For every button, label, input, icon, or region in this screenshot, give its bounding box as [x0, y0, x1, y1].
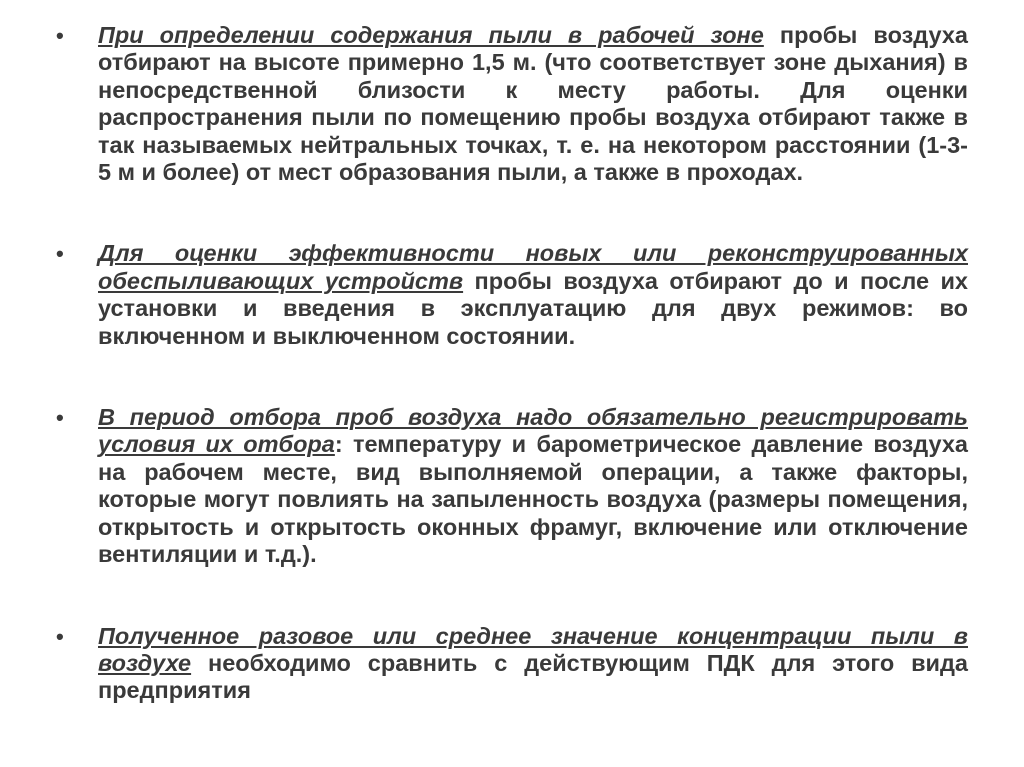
bullet-lead-text: В период отбора проб воздуха надо обязательно регистрировать условия их отбора [98, 404, 968, 458]
bullet-item [56, 240, 968, 350]
bullet-list [56, 22, 968, 705]
bullet-body-text: : температуру и барометрическое давление воздуха на рабочем месте, вид выполняемой операции, а также факторы, которые могут повлиять на запыленность воздуха (размеры помещения, открытость и открытость оконных фрамуг, включение или отключение вентиляции и т.д.). [98, 431, 968, 568]
bullet-lead-text: Полученное разовое или среднее значение концентрации пыли в воздухе [98, 622, 968, 676]
bullet-body-text: необходимо сравнить с действующим ПДК для этого вида предприятия [98, 649, 968, 704]
bullet-body-text: пробы воздуха отбирают на высоте примерно 1,5 м. (что соответствует зоне дыхания) в непосредственной близости к месту работы. Для оценки распространения пыли по помещению пробы воздуха отбирают также в так называемых нейтральных точках, т. е. на некотором расстоянии (1-3-5 м и более) от мест образования пыли, а также в проходах. [98, 22, 968, 186]
bullet-lead-text: Для оценки эффективности новых или реконструированных обеспыливающих устройств [98, 240, 968, 294]
bullet-dot-icon: • [56, 405, 64, 431]
bullet-dot-icon: • [56, 623, 64, 649]
bullet-dot-icon: • [56, 23, 64, 48]
bullet-body-text: пробы воздуха отбирают до и после их установки и введения в эксплуатацию для двух режимов: во включенном и выключенном состоянии. [98, 267, 968, 349]
bullet-dot-icon: • [56, 241, 64, 267]
bullet-item [56, 22, 968, 186]
bullet-item [56, 404, 968, 568]
bullet-item [56, 623, 968, 705]
bullet-lead-text: При определении содержания пыли в рабочей зоне [98, 22, 764, 48]
